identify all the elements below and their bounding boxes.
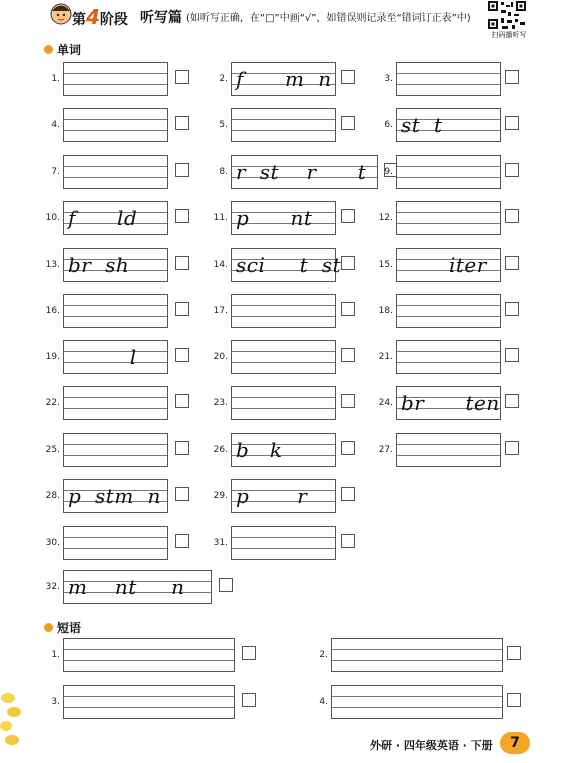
four-line-writing-box[interactable] — [63, 570, 212, 604]
item-number: 23. — [213, 398, 228, 408]
word-hint-letters: br sh — [68, 253, 130, 277]
item-number: 2. — [319, 650, 328, 660]
check-box[interactable] — [341, 256, 355, 270]
word-hint-letters: br ten — [401, 391, 500, 415]
check-box[interactable] — [505, 302, 519, 316]
four-line-writing-box[interactable] — [396, 108, 501, 142]
check-box[interactable] — [219, 578, 233, 592]
item-number: 10. — [45, 213, 60, 223]
check-box[interactable] — [175, 394, 189, 408]
item-number: 3. — [51, 697, 60, 707]
page-title: 听写篇 — [140, 10, 182, 26]
check-box[interactable] — [505, 441, 519, 455]
check-box[interactable] — [341, 209, 355, 223]
check-box[interactable] — [341, 394, 355, 408]
check-box[interactable] — [505, 70, 519, 84]
item-number: 2. — [219, 74, 228, 84]
word-hint-letters: sci t st — [236, 253, 342, 277]
word-hint-letters: p stm n — [68, 484, 161, 508]
item-number: 31. — [213, 538, 228, 548]
four-line-writing-box[interactable] — [63, 108, 168, 142]
flower-decoration-icon — [0, 690, 22, 750]
check-box[interactable] — [175, 302, 189, 316]
check-box[interactable] — [505, 394, 519, 408]
check-box[interactable] — [175, 441, 189, 455]
four-line-writing-box[interactable] — [396, 201, 501, 235]
check-box[interactable] — [242, 646, 256, 660]
check-box[interactable] — [175, 70, 189, 84]
words-section-label: 单词 — [57, 43, 82, 57]
item-number: 15. — [378, 260, 393, 270]
item-number: 14. — [213, 260, 228, 270]
four-line-writing-box[interactable] — [396, 294, 501, 328]
item-number: 25. — [45, 445, 60, 455]
word-hint-letters: p nt — [236, 206, 313, 230]
check-box[interactable] — [175, 487, 189, 501]
item-number: 1. — [51, 74, 60, 84]
item-number: 4. — [51, 120, 60, 130]
item-number: 8. — [219, 167, 228, 177]
four-line-writing-box[interactable] — [63, 685, 235, 719]
four-line-writing-box[interactable] — [63, 294, 168, 328]
check-box[interactable] — [505, 348, 519, 362]
item-number: 12. — [378, 213, 393, 223]
four-line-writing-box[interactable] — [63, 155, 168, 189]
four-line-writing-box[interactable] — [63, 638, 235, 672]
word-hint-letters: f m n — [236, 67, 332, 91]
four-line-writing-box[interactable] — [63, 479, 168, 513]
qr-code-icon[interactable] — [487, 0, 527, 30]
item-number: 4. — [319, 697, 328, 707]
four-line-writing-box[interactable] — [231, 340, 336, 374]
word-hint-letters: f ld — [68, 206, 138, 230]
item-number: 24. — [378, 398, 393, 408]
item-number: 22. — [45, 398, 60, 408]
page-header — [0, 0, 568, 39]
check-box[interactable] — [505, 209, 519, 223]
word-hint-letters: st t — [401, 113, 443, 137]
item-number: 9. — [384, 167, 393, 177]
check-box[interactable] — [341, 441, 355, 455]
check-box[interactable] — [505, 116, 519, 130]
item-number: 20. — [213, 352, 228, 362]
word-hint-letters: r st r t — [236, 160, 367, 184]
phrases-section-label: 短语 — [57, 621, 82, 635]
item-number: 13. — [45, 260, 60, 270]
qr-caption: 扫码播听写 — [491, 31, 527, 39]
check-box[interactable] — [341, 70, 355, 84]
item-number: 19. — [45, 352, 60, 362]
check-box[interactable] — [175, 348, 189, 362]
four-line-writing-box[interactable] — [231, 433, 336, 467]
four-line-writing-box[interactable] — [231, 386, 336, 420]
item-number: 28. — [45, 491, 60, 501]
check-box[interactable] — [175, 116, 189, 130]
item-number: 11. — [213, 213, 228, 223]
item-number: 30. — [45, 538, 60, 548]
book-footer: 外研 · 四年级英语 · 下册 — [370, 739, 493, 752]
four-line-writing-box[interactable] — [396, 433, 501, 467]
instructions: (如听写正确，在“□”中画“√”，如错误则记录至“错词订正表”中) — [186, 13, 471, 24]
check-box[interactable] — [175, 163, 189, 177]
item-number: 16. — [45, 306, 60, 316]
item-number: 29. — [213, 491, 228, 501]
check-box[interactable] — [505, 163, 519, 177]
words-section-heading — [44, 42, 81, 58]
word-hint-letters: l — [68, 345, 137, 369]
four-line-writing-box[interactable] — [396, 155, 501, 189]
check-box[interactable] — [175, 209, 189, 223]
four-line-writing-box[interactable] — [331, 638, 503, 672]
four-line-writing-box[interactable] — [63, 248, 168, 282]
item-number: 21. — [378, 352, 393, 362]
word-hint-letters: b k — [236, 438, 283, 462]
word-hint-letters: iter — [401, 253, 487, 277]
item-number: 5. — [219, 120, 228, 130]
check-box[interactable] — [175, 534, 189, 548]
page-number-badge: 7 — [500, 732, 530, 754]
item-number: 3. — [384, 74, 393, 84]
item-number: 27. — [378, 445, 393, 455]
check-box[interactable] — [507, 646, 521, 660]
bullet-dot-icon — [44, 623, 53, 632]
four-line-writing-box[interactable] — [231, 155, 378, 189]
item-number: 1. — [51, 650, 60, 660]
item-number: 26. — [213, 445, 228, 455]
check-box[interactable] — [505, 256, 519, 270]
phrases-section-heading — [44, 620, 81, 636]
check-box[interactable] — [341, 487, 355, 501]
check-box[interactable] — [341, 302, 355, 316]
four-line-writing-box[interactable] — [231, 201, 336, 235]
stage-badge: 第4阶段 — [72, 5, 128, 29]
item-number: 32. — [45, 582, 60, 592]
word-hint-letters: m nt n — [68, 575, 185, 599]
item-number: 7. — [51, 167, 60, 177]
four-line-writing-box[interactable] — [396, 62, 501, 96]
item-number: 18. — [378, 306, 393, 316]
check-box[interactable] — [507, 693, 521, 707]
four-line-writing-box[interactable] — [231, 294, 336, 328]
four-line-writing-box[interactable] — [231, 62, 336, 96]
four-line-writing-box[interactable] — [63, 201, 168, 235]
four-line-writing-box[interactable] — [63, 62, 168, 96]
word-hint-letters: p r — [236, 484, 308, 508]
check-box[interactable] — [341, 534, 355, 548]
four-line-writing-box[interactable] — [396, 340, 501, 374]
check-box[interactable] — [341, 116, 355, 130]
item-number: 6. — [384, 120, 393, 130]
four-line-writing-box[interactable] — [231, 248, 342, 282]
four-line-writing-box[interactable] — [396, 248, 501, 282]
bullet-dot-icon — [44, 45, 53, 54]
check-box[interactable] — [175, 256, 189, 270]
four-line-writing-box[interactable] — [63, 433, 168, 467]
four-line-writing-box[interactable] — [63, 386, 168, 420]
four-line-writing-box[interactable] — [231, 526, 336, 560]
mascot-icon — [50, 2, 72, 26]
four-line-writing-box[interactable] — [63, 526, 168, 560]
check-box[interactable] — [341, 348, 355, 362]
item-number: 17. — [213, 306, 228, 316]
four-line-writing-box[interactable] — [396, 386, 501, 420]
check-box[interactable] — [242, 693, 256, 707]
four-line-writing-box[interactable] — [63, 340, 168, 374]
four-line-writing-box[interactable] — [231, 479, 336, 513]
four-line-writing-box[interactable] — [331, 685, 503, 719]
four-line-writing-box[interactable] — [231, 108, 336, 142]
